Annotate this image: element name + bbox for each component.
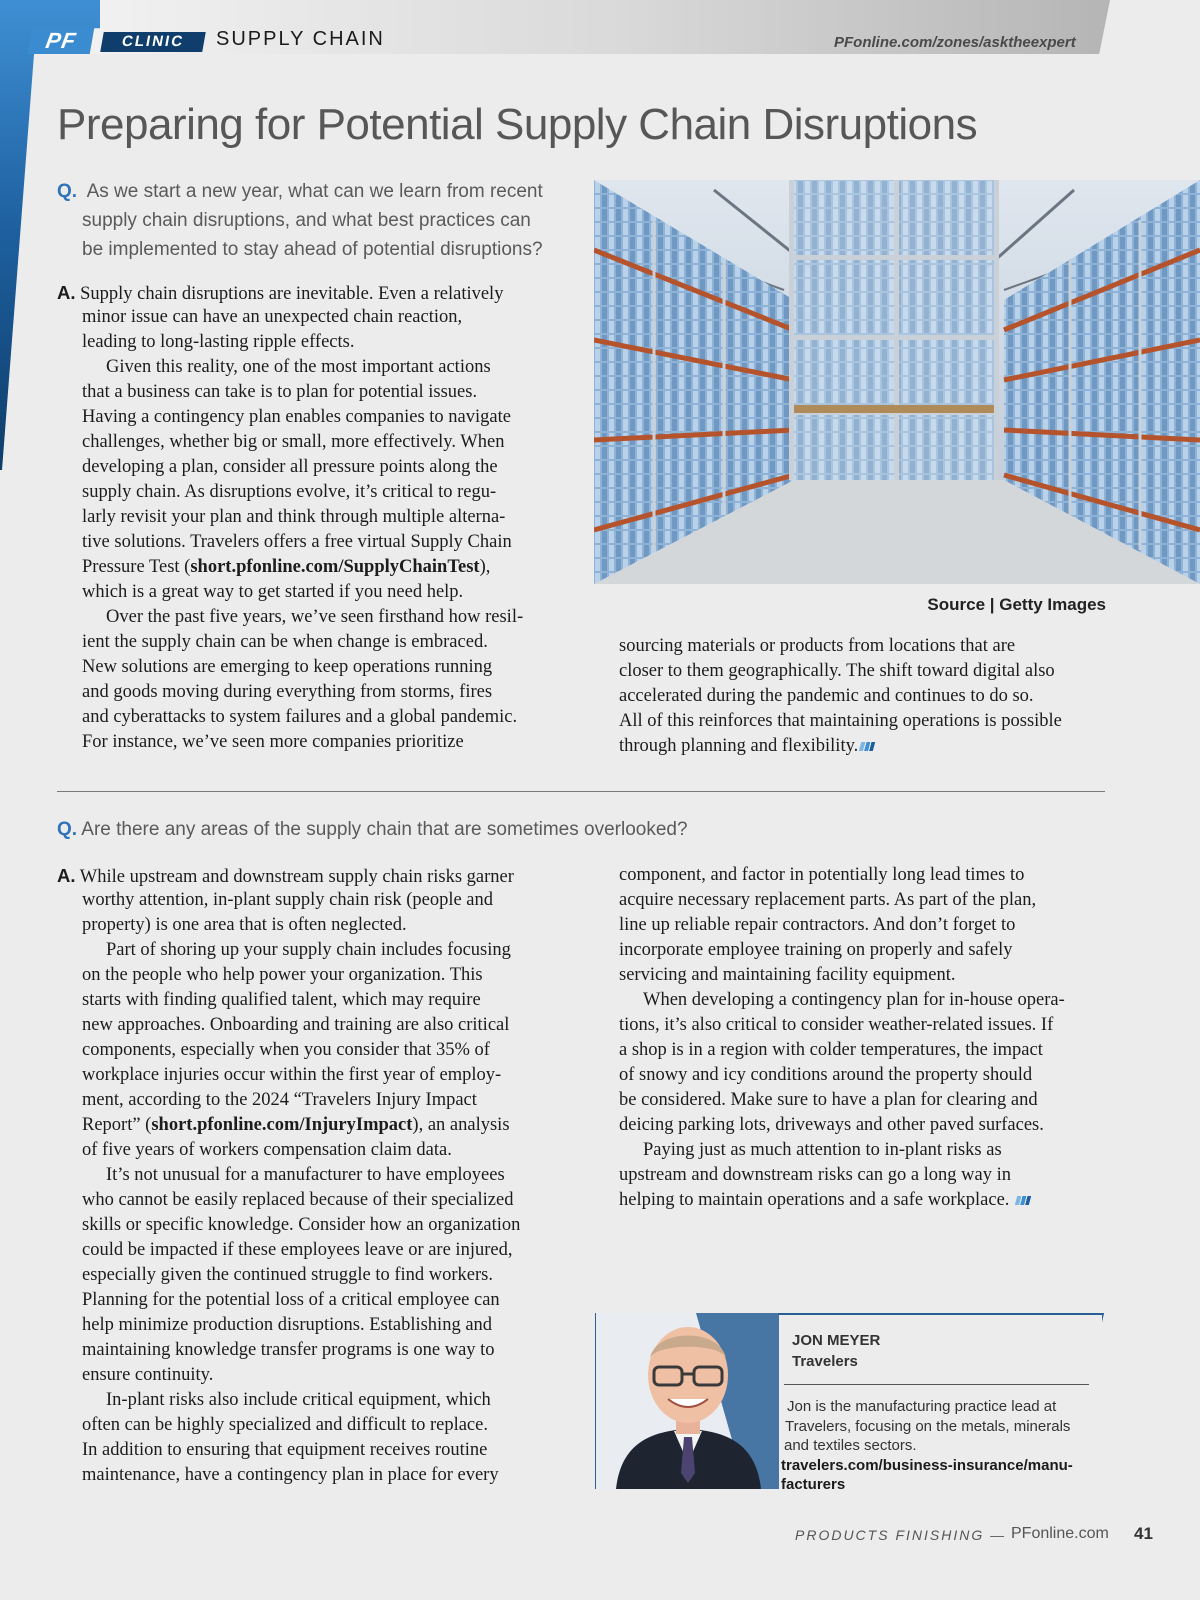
author-bio-line: and textiles sectors. bbox=[784, 1437, 917, 1454]
body-line: Over the past five years, we’ve seen firsthand how resil- bbox=[106, 607, 524, 627]
body-line: upstream and downstream risks can go a long way in bbox=[619, 1165, 1012, 1185]
footer-magazine-name: PRODUCTS FINISHING bbox=[795, 1527, 985, 1543]
author-bio bbox=[781, 1397, 1073, 1495]
body-line: especially given the continued struggle to find workers. bbox=[82, 1265, 494, 1285]
body-line: through planning and flexibility. bbox=[619, 736, 859, 756]
body-line: of snowy and icy conditions around the property should bbox=[619, 1065, 1033, 1085]
body-line: which is a great way to get started if you need help. bbox=[82, 582, 464, 602]
section-topic: SUPPLY CHAIN bbox=[216, 28, 385, 50]
body-line: supply chain. As disruptions evolve, it’s critical to regu- bbox=[82, 482, 497, 502]
end-mark-icon bbox=[1015, 1196, 1031, 1205]
body-line: of five years of workers compensation claim data. bbox=[82, 1140, 452, 1160]
author-bio-line: Travelers, focusing on the metals, minerals bbox=[785, 1417, 1071, 1435]
body-line: tions, it’s also critical to consider weather-related issues. If bbox=[619, 1015, 1054, 1035]
answer-1-right-column bbox=[619, 634, 1119, 759]
warehouse-photo bbox=[594, 180, 1200, 584]
question-1 bbox=[57, 177, 577, 264]
author-portrait-illustration bbox=[596, 1313, 779, 1489]
body-line: sourcing materials or products from locations that are bbox=[619, 636, 1016, 656]
body-line: accelerated during the pandemic and continues to do so. bbox=[619, 686, 1034, 706]
end-mark-icon bbox=[859, 742, 875, 751]
body-line: All of this reinforces that maintaining operations is possible bbox=[619, 711, 1062, 731]
answer-marker: A. bbox=[57, 282, 76, 303]
body-line: ment, according to the 2024 “Travelers Injury Impact bbox=[82, 1090, 477, 1110]
body-line: starts with finding qualified talent, which may require bbox=[82, 990, 481, 1010]
pf-logo: PF bbox=[28, 28, 95, 54]
injury-impact-link[interactable]: short.pfonline.com/InjuryImpact bbox=[151, 1115, 413, 1135]
author-headshot bbox=[596, 1313, 779, 1489]
body-line: who cannot be easily replaced because of their specialized bbox=[82, 1190, 514, 1210]
body-line: workplace injuries occur within the first year of employ- bbox=[82, 1065, 502, 1085]
footer-site[interactable]: PFonline.com bbox=[1011, 1525, 1109, 1542]
body-line: It’s not unusual for a manufacturer to have employees bbox=[106, 1165, 505, 1185]
question-line: be implemented to stay ahead of potential disruptions? bbox=[82, 239, 543, 260]
body-line: For instance, we’ve seen more companies prioritize bbox=[82, 732, 464, 752]
body-line: component, and factor in potentially long lead times to bbox=[619, 865, 1025, 885]
body-line: Planning for the potential loss of a critical employee can bbox=[82, 1290, 500, 1310]
body-line: When developing a contingency plan for in-house opera- bbox=[643, 990, 1065, 1010]
body-line: Having a contingency plan enables companies to navigate bbox=[82, 407, 511, 427]
body-line: developing a plan, consider all pressure points along the bbox=[82, 457, 498, 477]
body-line: property) is one area that is often neglected. bbox=[82, 915, 407, 935]
body-line: Report” ( bbox=[82, 1115, 152, 1135]
warehouse-illustration bbox=[594, 180, 1200, 584]
body-line: Given this reality, one of the most important actions bbox=[106, 357, 491, 377]
body-line: larly revisit your plan and think through multiple alterna- bbox=[82, 507, 506, 527]
body-line: ), bbox=[479, 557, 491, 577]
author-link-line[interactable]: facturers bbox=[781, 1476, 846, 1493]
question-2 bbox=[57, 815, 688, 844]
body-line: ), an analysis bbox=[412, 1115, 510, 1135]
author-link-line[interactable]: travelers.com/business-insurance/manu- bbox=[781, 1456, 1073, 1474]
body-line: acquire necessary replacement parts. As part of the plan, bbox=[619, 890, 1037, 910]
page-number: 41 bbox=[1134, 1524, 1153, 1543]
body-line: and cyberattacks to system failures and a global pandemic. bbox=[82, 707, 518, 727]
supply-chain-test-link[interactable]: short.pfonline.com/SupplyChainTest bbox=[190, 557, 480, 577]
body-line: In addition to ensuring that equipment receives routine bbox=[82, 1440, 488, 1460]
body-line: Supply chain disruptions are inevitable. Even a relatively bbox=[80, 284, 504, 304]
body-line: While upstream and downstream supply chain risks garner bbox=[79, 867, 514, 887]
body-line: be considered. Make sure to have a plan for clearing and bbox=[619, 1090, 1038, 1110]
body-line: closer to them geographically. The shift toward digital also bbox=[619, 661, 1055, 681]
body-line: that a business can take is to plan for potential issues. bbox=[82, 382, 478, 402]
footer-separator: — bbox=[990, 1527, 1007, 1543]
author-company: Travelers bbox=[792, 1353, 858, 1370]
body-line: servicing and maintaining facility equipment. bbox=[619, 965, 956, 985]
body-line: Part of shoring up your supply chain includes focusing bbox=[106, 940, 511, 960]
body-line: maintaining knowledge transfer programs is one way to bbox=[82, 1340, 495, 1360]
answer-1-left-column bbox=[57, 280, 577, 755]
body-line: line up reliable repair contractors. And don’t forget to bbox=[619, 915, 1016, 935]
body-line: often can be highly specialized and difficult to replace. bbox=[82, 1415, 488, 1435]
photo-credit: Source | Getty Images bbox=[927, 595, 1106, 614]
article-title: Preparing for Potential Supply Chain Disruptions bbox=[57, 100, 978, 149]
author-name: JON MEYER bbox=[792, 1332, 881, 1349]
body-line: challenges, whether big or small, more effectively. When bbox=[82, 432, 505, 452]
author-bio-line: Jon is the manufacturing practice lead at bbox=[787, 1398, 1057, 1415]
body-line: tive solutions. Travelers offers a free virtual Supply Chain bbox=[82, 532, 512, 552]
body-line: could be impacted if these employees leave or are injured, bbox=[82, 1240, 513, 1260]
body-line: ensure continuity. bbox=[82, 1365, 214, 1385]
body-line: leading to long-lasting ripple effects. bbox=[82, 332, 355, 352]
answer-2-right-column bbox=[619, 863, 1119, 1213]
question-line: supply chain disruptions, and what best practices can bbox=[82, 210, 531, 231]
body-line: help minimize production disruptions. Establishing and bbox=[82, 1315, 493, 1335]
footer-magazine bbox=[795, 1527, 1006, 1543]
section-badge: CLINIC bbox=[100, 32, 206, 52]
body-line: and goods moving during everything from storms, fires bbox=[82, 682, 493, 702]
body-line: Pressure Test ( bbox=[82, 557, 191, 577]
answer-2-left-column bbox=[57, 863, 577, 1488]
answer-marker: A. bbox=[57, 865, 76, 886]
question-text: Are there any areas of the supply chain that are sometimes overlooked? bbox=[81, 819, 688, 840]
body-line: new approaches. Onboarding and training are also critical bbox=[82, 1015, 510, 1035]
body-line: In-plant risks also include critical equipment, which bbox=[106, 1390, 491, 1410]
body-line: helping to maintain operations and a safe workplace. bbox=[619, 1190, 1010, 1210]
body-line: incorporate employee training on properly and safely bbox=[619, 940, 1013, 960]
body-line: deicing parking lots, driveways and other paved surfaces. bbox=[619, 1115, 1044, 1135]
question-marker: Q. bbox=[57, 819, 78, 840]
body-line: maintenance, have a contingency plan in place for every bbox=[82, 1465, 499, 1485]
question-marker: Q. bbox=[57, 181, 78, 202]
body-line: worthy attention, in-plant supply chain risk (people and bbox=[82, 890, 494, 910]
body-line: skills or specific knowledge. Consider how an organization bbox=[82, 1215, 521, 1235]
body-line: minor issue can have an unexpected chain reaction, bbox=[82, 307, 463, 327]
header-url-link[interactable]: PFonline.com/zones/asktheexpert bbox=[834, 34, 1076, 51]
body-line: on the people who help power your organization. This bbox=[82, 965, 483, 985]
section-divider bbox=[57, 791, 1105, 792]
body-line: New solutions are emerging to keep operations running bbox=[82, 657, 493, 677]
question-line: As we start a new year, what can we learn from recent bbox=[86, 181, 543, 202]
author-heading bbox=[792, 1330, 880, 1372]
body-line: a shop is in a region with colder temperatures, the impact bbox=[619, 1040, 1043, 1060]
author-divider bbox=[784, 1384, 1089, 1385]
body-line: ient the supply chain can be when change is embraced. bbox=[82, 632, 488, 652]
body-line: components, especially when you consider that 35% of bbox=[82, 1040, 490, 1060]
body-line: Paying just as much attention to in-plant risks as bbox=[643, 1140, 1002, 1160]
author-website-link[interactable] bbox=[781, 1456, 1073, 1495]
